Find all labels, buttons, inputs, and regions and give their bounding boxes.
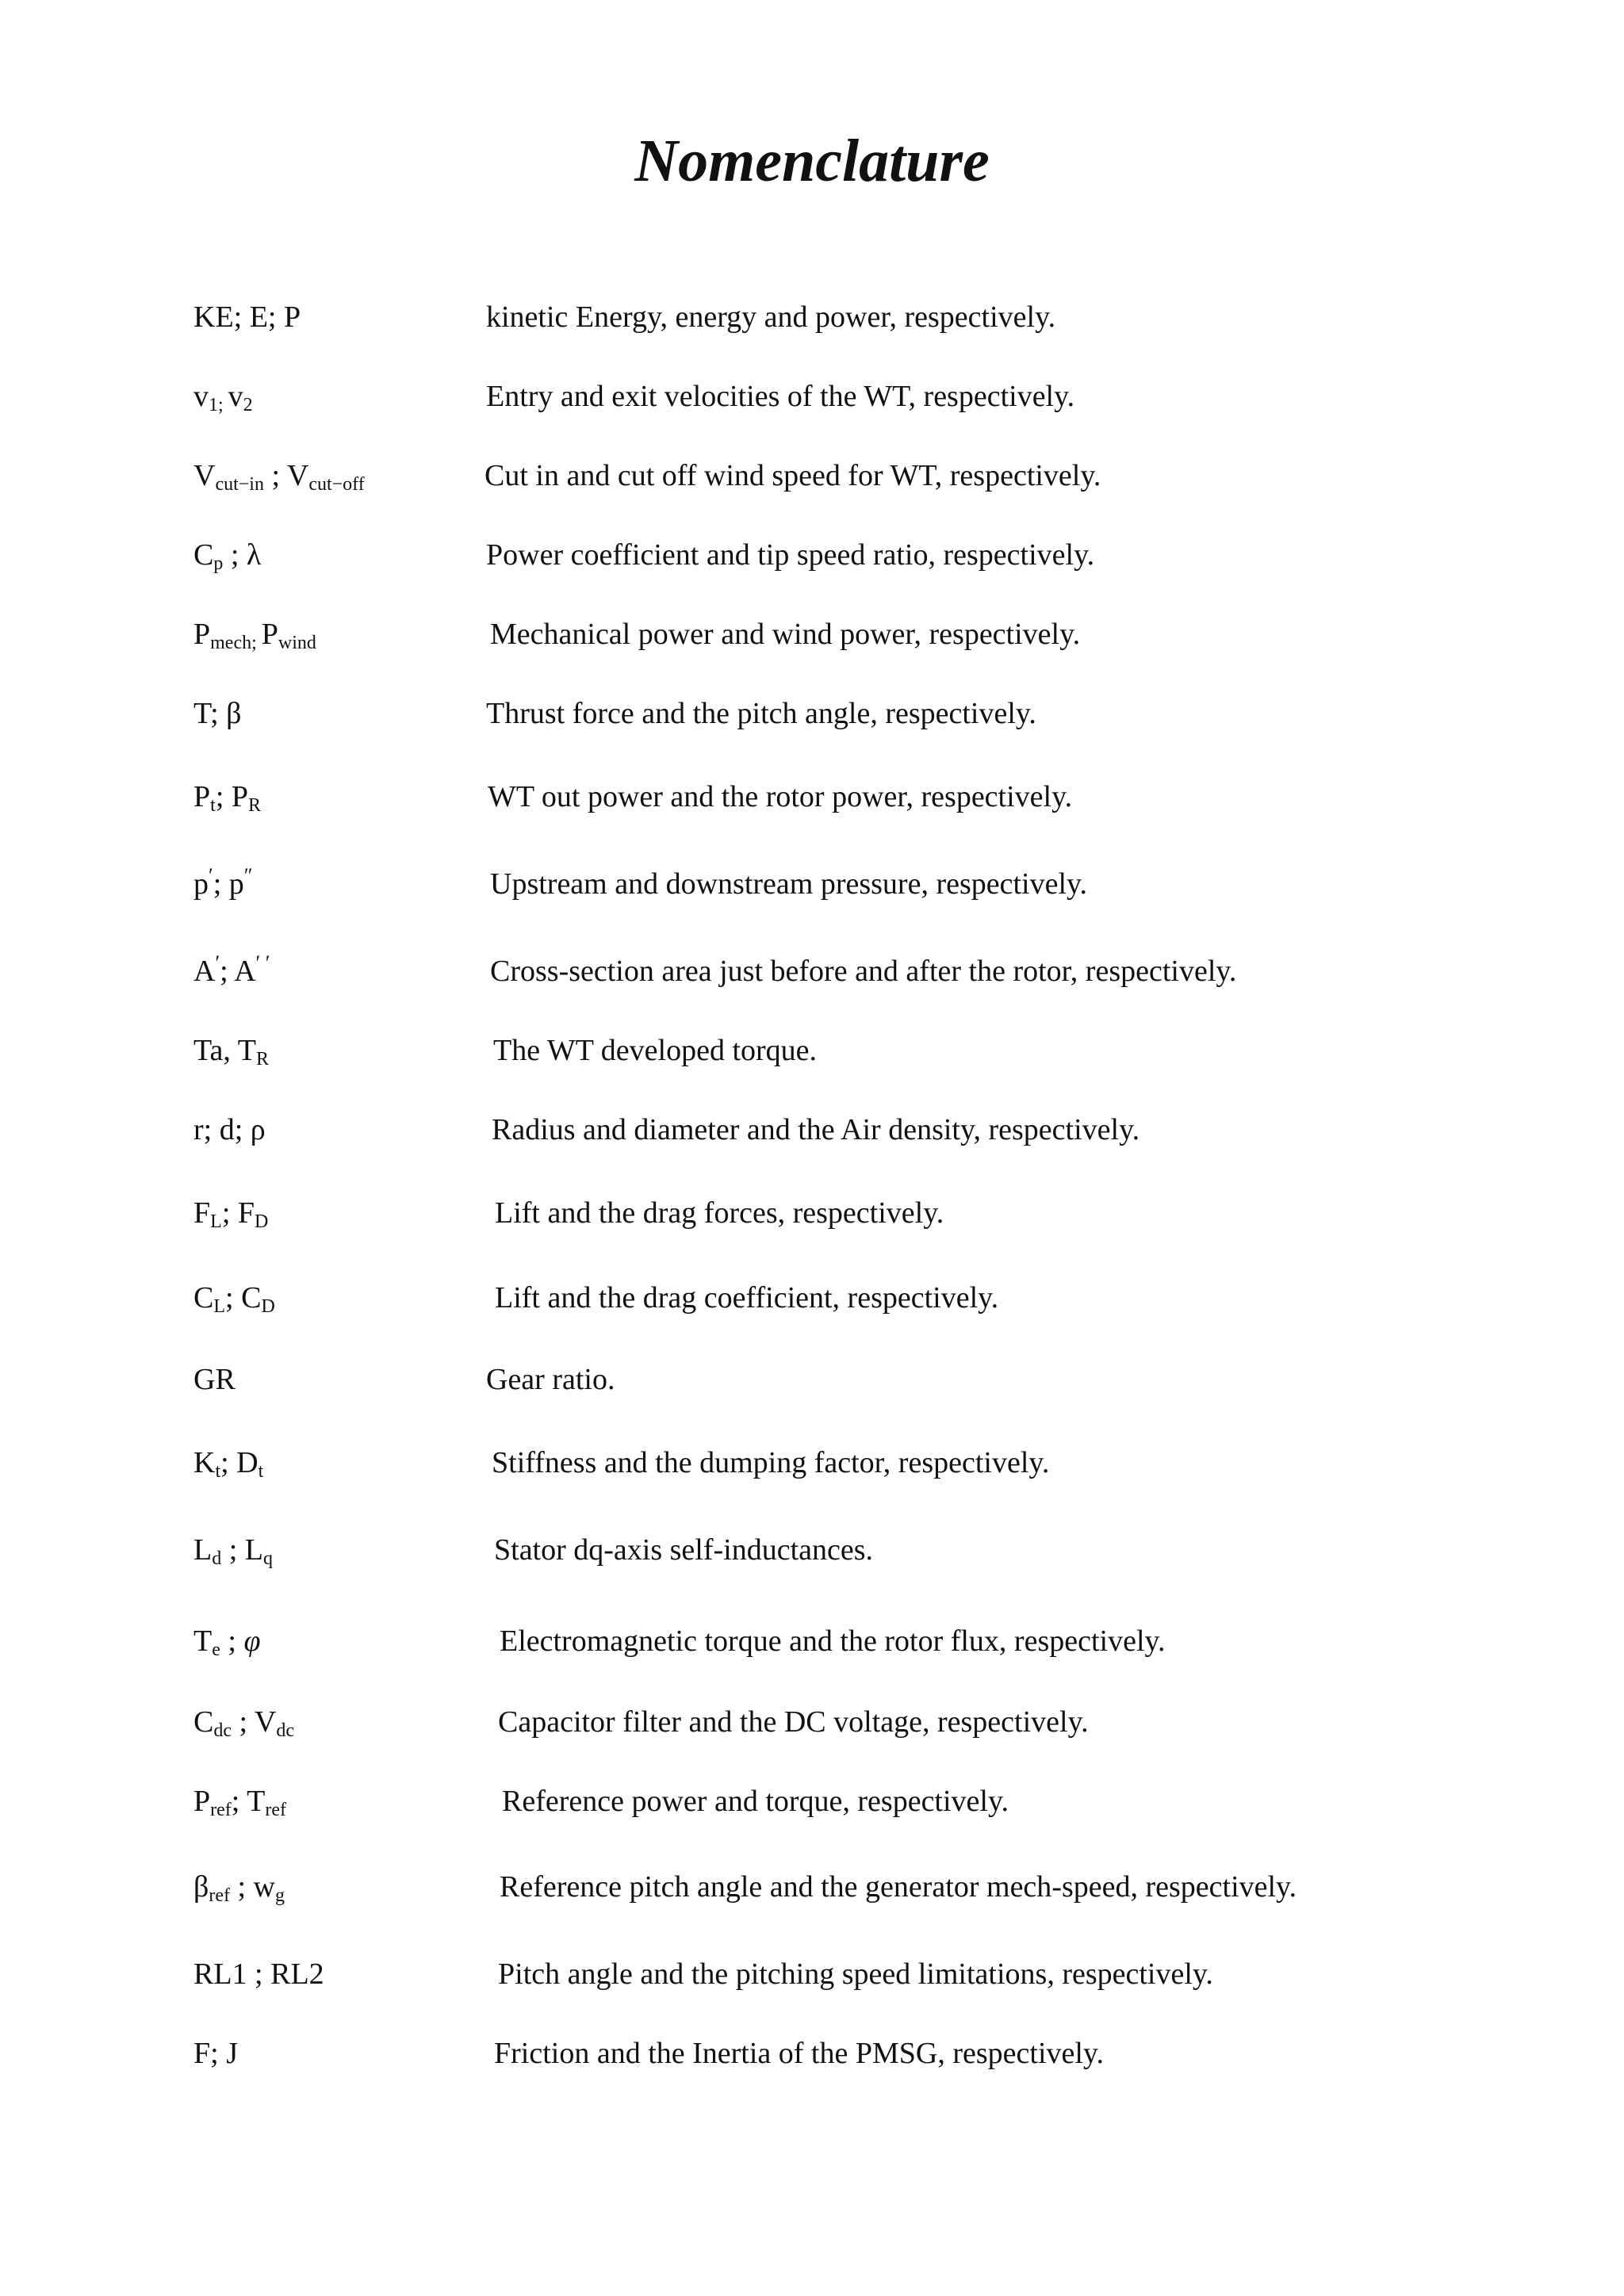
nomenclature-description: Capacitor filter and the DC voltage, respectively.	[498, 1705, 1089, 1739]
symbol-part: ref	[265, 1800, 287, 1820]
nomenclature-entry	[0, 947, 1624, 995]
nomenclature-description: Reference pitch angle and the generator mech-speed, respectively.	[500, 1870, 1297, 1904]
nomenclature-entry	[0, 773, 1624, 821]
symbol-part: T; β	[193, 697, 242, 730]
symbol-part: ; w	[229, 1870, 275, 1904]
symbol-part: K	[193, 1446, 216, 1479]
symbol-part: ref	[210, 1800, 232, 1820]
nomenclature-entry	[0, 293, 1624, 341]
symbol-part: P	[193, 1785, 211, 1818]
nomenclature-description: Lift and the drag coefficient, respectively.	[495, 1281, 999, 1314]
symbol-part: ; D	[220, 1446, 259, 1479]
nomenclature-symbol	[193, 773, 261, 821]
nomenclature-description: Thrust force and the pitch angle, respectively.	[486, 697, 1036, 730]
symbol-part: ; F	[221, 1196, 255, 1230]
symbol-part: ; p	[213, 867, 244, 901]
nomenclature-description: WT out power and the rotor power, respectively.	[488, 780, 1073, 813]
symbol-part: GR	[193, 1363, 236, 1396]
nomenclature-symbol	[193, 293, 301, 341]
nomenclature-description: kinetic Energy, energy and power, respectively.	[486, 300, 1056, 334]
symbol-part: L	[210, 1211, 222, 1232]
nomenclature-entry	[0, 373, 1624, 420]
symbol-part: F	[193, 1196, 211, 1230]
nomenclature-symbol	[193, 1698, 294, 1746]
symbol-part: v	[193, 380, 209, 413]
nomenclature-description: Radius and diameter and the Air density, respectively.	[492, 1113, 1140, 1146]
page-title: Nomenclature	[634, 128, 990, 194]
symbol-part: ′	[215, 951, 220, 974]
nomenclature-entry	[0, 1526, 1624, 1574]
symbol-part: cut−in	[215, 474, 264, 495]
nomenclature-symbol	[193, 373, 253, 420]
symbol-part: cut−off	[308, 474, 365, 495]
nomenclature-entry	[0, 531, 1624, 579]
nomenclature-symbol	[193, 1863, 285, 1911]
nomenclature-entry	[0, 1777, 1624, 1825]
symbol-part: ″	[243, 864, 253, 887]
nomenclature-symbol	[193, 1356, 236, 1403]
symbol-part: ; P	[215, 780, 249, 813]
symbol-part: C	[193, 1281, 214, 1314]
symbol-part: 2	[243, 395, 253, 415]
symbol-part: t	[215, 1461, 221, 1482]
nomenclature-description: Upstream and downstream pressure, respectively.	[490, 867, 1088, 901]
symbol-part: q	[263, 1548, 273, 1569]
nomenclature-entry	[0, 860, 1624, 908]
symbol-part: dc	[276, 1720, 294, 1741]
symbol-part: ; V	[263, 459, 309, 492]
symbol-part: d	[212, 1548, 222, 1569]
symbol-part: φ	[243, 1624, 261, 1658]
nomenclature-entry	[0, 1617, 1624, 1665]
nomenclature-symbol	[193, 1950, 324, 1998]
symbol-part: ref	[209, 1885, 230, 1906]
nomenclature-symbol	[193, 1526, 273, 1574]
symbol-part: 1;	[209, 395, 228, 415]
nomenclature-entry	[0, 1106, 1624, 1154]
nomenclature-symbol	[193, 610, 316, 658]
nomenclature-symbol	[193, 452, 365, 499]
nomenclature-entry	[0, 1863, 1624, 1911]
symbol-part: v	[228, 380, 243, 413]
nomenclature-symbol	[193, 1274, 275, 1322]
symbol-part: dc	[213, 1720, 232, 1741]
nomenclature-entry	[0, 610, 1624, 658]
nomenclature-description: Cross-section area just before and after the rotor, respectively.	[490, 955, 1237, 988]
symbol-part: ; T	[231, 1785, 266, 1818]
nomenclature-description: Lift and the drag forces, respectively.	[495, 1196, 944, 1230]
nomenclature-entry	[0, 452, 1624, 499]
nomenclature-entry	[0, 1027, 1624, 1074]
nomenclature-entry	[0, 1356, 1624, 1403]
symbol-part: L	[213, 1296, 226, 1317]
nomenclature-description: Pitch angle and the pitching speed limitations, respectively.	[498, 1957, 1213, 1991]
symbol-part: p	[193, 867, 209, 901]
symbol-part: ;	[220, 1624, 244, 1658]
nomenclature-entry	[0, 1189, 1624, 1237]
symbol-part: R	[255, 1049, 269, 1070]
nomenclature-symbol	[193, 690, 242, 737]
symbol-part: ′ ′	[255, 951, 270, 974]
nomenclature-description: Mechanical power and wind power, respectively.	[490, 618, 1081, 651]
symbol-part: ; V	[232, 1705, 277, 1739]
nomenclature-description: Entry and exit velocities of the WT, respectively.	[486, 380, 1075, 413]
nomenclature-description: Cut in and cut off wind speed for WT, respectively.	[485, 459, 1101, 492]
nomenclature-entry	[0, 1950, 1624, 1998]
nomenclature-entry	[0, 1439, 1624, 1487]
symbol-part: t	[258, 1461, 264, 1482]
symbol-part: D	[255, 1211, 269, 1232]
nomenclature-entry	[0, 1698, 1624, 1746]
symbol-part: ; C	[225, 1281, 262, 1314]
symbol-part: KE; E; P	[193, 300, 301, 334]
symbol-part: t	[210, 795, 216, 816]
symbol-part: ′	[209, 864, 213, 887]
symbol-part: C	[193, 538, 214, 572]
nomenclature-description: Reference power and torque, respectively.	[502, 1785, 1009, 1818]
symbol-part: V	[193, 459, 216, 492]
nomenclature-symbol	[193, 1617, 260, 1665]
nomenclature-symbol	[193, 1189, 268, 1237]
nomenclature-symbol	[193, 1106, 266, 1154]
nomenclature-symbol	[193, 1439, 263, 1487]
symbol-part: Ta, T	[193, 1034, 256, 1067]
symbol-part: P	[193, 618, 211, 651]
symbol-part: D	[261, 1296, 275, 1317]
nomenclature-description: Stator dq-axis self-inductances.	[494, 1533, 874, 1567]
symbol-part: ; A	[220, 955, 256, 988]
nomenclature-symbol	[193, 2030, 238, 2077]
nomenclature-symbol	[193, 531, 261, 579]
nomenclature-entry	[0, 690, 1624, 737]
symbol-part: F; J	[193, 2037, 238, 2070]
symbol-part: p	[213, 553, 224, 574]
symbol-part: wind	[278, 633, 316, 653]
symbol-part: β	[193, 1870, 209, 1904]
symbol-part: A	[193, 955, 216, 988]
nomenclature-description: Gear ratio.	[486, 1363, 615, 1396]
symbol-part: g	[274, 1885, 285, 1906]
nomenclature-symbol	[193, 1027, 269, 1074]
symbol-part: T	[193, 1624, 213, 1658]
symbol-part: L	[193, 1533, 213, 1567]
nomenclature-symbol	[193, 947, 270, 995]
nomenclature-entry	[0, 2030, 1624, 2077]
nomenclature-symbol	[193, 1777, 286, 1825]
nomenclature-description: Electromagnetic torque and the rotor flux, respectively.	[500, 1624, 1166, 1658]
symbol-part: C	[193, 1705, 214, 1739]
nomenclature-description: Power coefficient and tip speed ratio, respectively.	[486, 538, 1095, 572]
symbol-part: RL1 ; RL2	[193, 1957, 324, 1991]
nomenclature-description: The WT developed torque.	[493, 1034, 818, 1067]
symbol-part: mech;	[210, 633, 262, 653]
nomenclature-description: Stiffness and the dumping factor, respectively.	[492, 1446, 1050, 1479]
nomenclature-entry	[0, 1274, 1624, 1322]
symbol-part: P	[261, 618, 278, 651]
symbol-part: r; d; ρ	[193, 1113, 266, 1146]
symbol-part: P	[193, 780, 211, 813]
symbol-part: e	[212, 1640, 220, 1660]
symbol-part: ; L	[221, 1533, 263, 1567]
nomenclature-description: Friction and the Inertia of the PMSG, respectively.	[494, 2037, 1104, 2070]
nomenclature-symbol	[193, 860, 253, 908]
symbol-part: ; λ	[223, 538, 262, 572]
symbol-part: R	[248, 795, 262, 816]
